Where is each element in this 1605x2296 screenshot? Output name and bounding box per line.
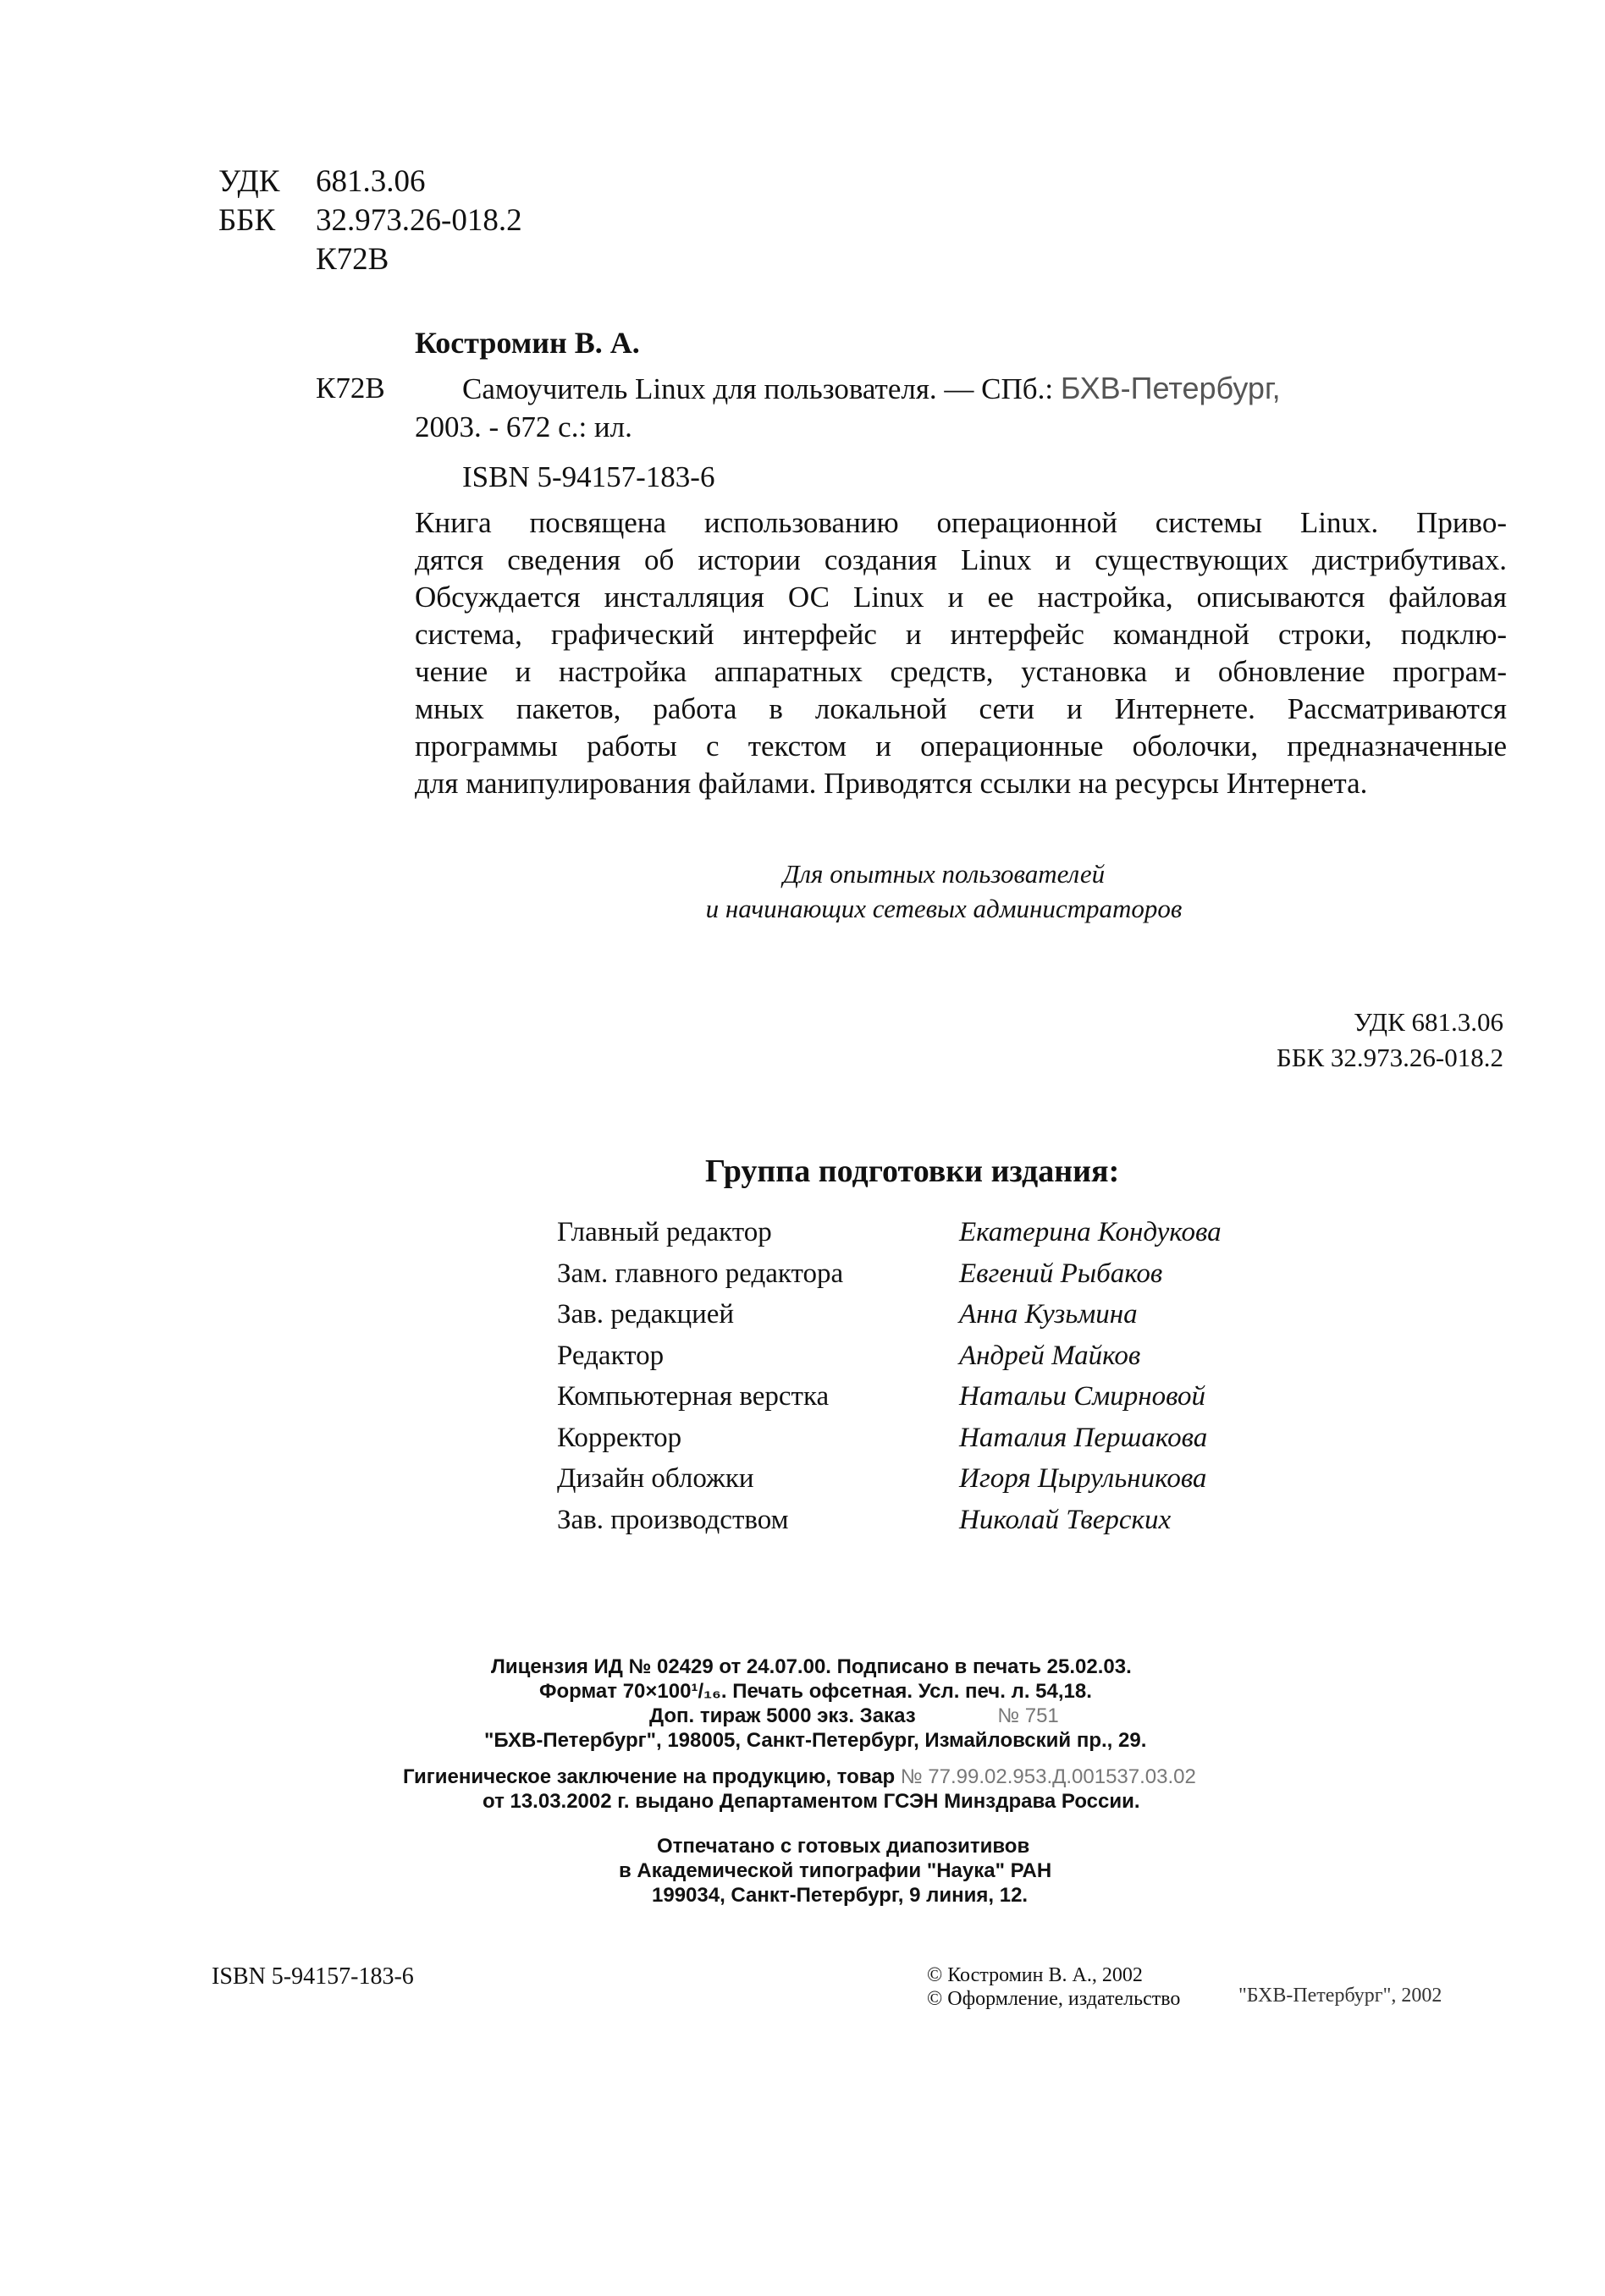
imprint-order-no: № 751 (997, 1704, 1059, 1727)
udk-value: 681.3.06 (316, 164, 426, 199)
staff-role: Главный редактор (557, 1217, 772, 1247)
staff-role: Корректор (557, 1423, 682, 1453)
footer-copyright (927, 1963, 1180, 2011)
staff-name: Игоря Цырульникова (959, 1463, 1207, 1494)
abstract-line: дятся сведения об истории создания Linux и существующих дистрибутивах. (415, 543, 1507, 576)
author-name: Костромин В. А. (415, 326, 640, 360)
abstract-line: чение и настройка аппаратных средств, установка и обновление програм- (415, 655, 1507, 688)
bbk-top (218, 201, 522, 240)
bib-title-line (462, 370, 1281, 408)
staff-name: Андрей Майков (959, 1341, 1141, 1371)
footer-copyright-design: © Оформление, издательство (927, 1988, 1181, 2010)
imprint-hygiene-issued: от 13.03.2002 г. выдано Департаментом ГСЭН Минздрава России. (483, 1790, 1140, 1813)
staff-name: Николай Тверских (959, 1505, 1172, 1535)
staff-role: Зам. главного редактора (557, 1258, 844, 1289)
abstract-line: для манипулирования файлами. Приводятся ссылки на ресурсы Интернета. (415, 767, 1368, 800)
imprint-hygiene-text: Гигиеническое заключение на продукцию, товар (403, 1765, 896, 1788)
imprint-hygiene-number: № 77.99.02.953.Д.001537.03.02 (900, 1765, 1196, 1788)
abstract-line: система, графический интерфейс и интерфейс командной строки, подклю- (415, 618, 1507, 651)
udk-right: УДК 681.3.06 (1354, 1007, 1503, 1037)
footer-isbn-text: ISBN 5-94157-183-6 (212, 1963, 414, 1990)
abstract (415, 504, 1507, 802)
staff-title: Группа подготовки издания: (705, 1154, 1120, 1189)
imprint-publisher-address: "БХВ-Петербург", 198005, Санкт-Петербург, Измайловский пр., 29. (484, 1729, 1147, 1752)
staff-role: Зав. редакцией (557, 1299, 735, 1330)
imprint-printed-1: Отпечатано с готовых диапозитивов (657, 1835, 1030, 1858)
bib-sign: К72В (316, 372, 385, 405)
abstract-line: программы работы с текстом и операционные оболочки, предназначенные (415, 730, 1507, 763)
bbk-value: 32.973.26-018.2 (316, 203, 522, 238)
staff-name: Екатерина Кондукова (959, 1217, 1222, 1247)
staff-role: Дизайн обложки (557, 1463, 754, 1494)
footer-isbn (212, 1963, 414, 1990)
footer-copyright-author: © Костромин В. А., 2002 (927, 1964, 1143, 1986)
bbk-right: ББК 32.973.26-018.2 (1276, 1043, 1503, 1072)
staff-role: Редактор (557, 1341, 665, 1371)
audience-line-2: и начинающих сетевых администраторов (705, 894, 1183, 923)
footer-copyright-publisher: "БХВ-Петербург", 2002 (1238, 1985, 1442, 2007)
abstract-line: Книга посвящена использованию операционной системы Linux. Приво- (415, 506, 1507, 539)
staff-name: Наталия Першакова (959, 1423, 1208, 1453)
udk-label: УДК (218, 164, 280, 199)
imprint-license: Лицензия ИД № 02429 от 24.07.00. Подписано в печать 25.02.03. (491, 1655, 1132, 1678)
abstract-line: мных пакетов, работа в локальной сети и Интернете. Рассматриваются (415, 692, 1507, 725)
staff-role: Компьютерная верстка (557, 1381, 830, 1412)
imprint-printed-2: в Академической типографии "Наука" РАН (619, 1859, 1052, 1882)
imprint-hygiene (403, 1765, 1196, 1789)
imprint-print-run-text: Доп. тираж 5000 экз. Заказ (649, 1704, 916, 1727)
author-sign-top: К72В (316, 242, 389, 277)
imprint-print-run (649, 1704, 1059, 1728)
bib-title: Самоучитель Linux для пользователя. — СПб.: (462, 372, 1054, 405)
bbk-label: ББК (218, 203, 276, 238)
staff-name: Евгений Рыбаков (959, 1258, 1163, 1289)
imprint-format: Формат 70×100¹/₁₆. Печать офсетная. Усл. печ. л. 54,18. (539, 1680, 1092, 1703)
audience-line-1: Для опытных пользователей (782, 859, 1106, 889)
staff-name: Анна Кузьмина (959, 1299, 1138, 1330)
bib-publisher: БХВ-Петербург, (1060, 371, 1281, 405)
bib-year-pages: 2003. - 672 с.: ил. (415, 410, 632, 443)
imprint-printed-3: 199034, Санкт-Петербург, 9 линия, 12. (652, 1884, 1029, 1907)
staff-name: Натальи Смирновой (959, 1381, 1206, 1412)
udk-top (218, 162, 426, 201)
abstract-line: Обсуждается инсталляция ОС Linux и ее настройка, описываются файловая (415, 581, 1507, 614)
staff-role: Зав. производством (557, 1505, 789, 1535)
bib-isbn: ISBN 5-94157-183-6 (462, 460, 715, 493)
